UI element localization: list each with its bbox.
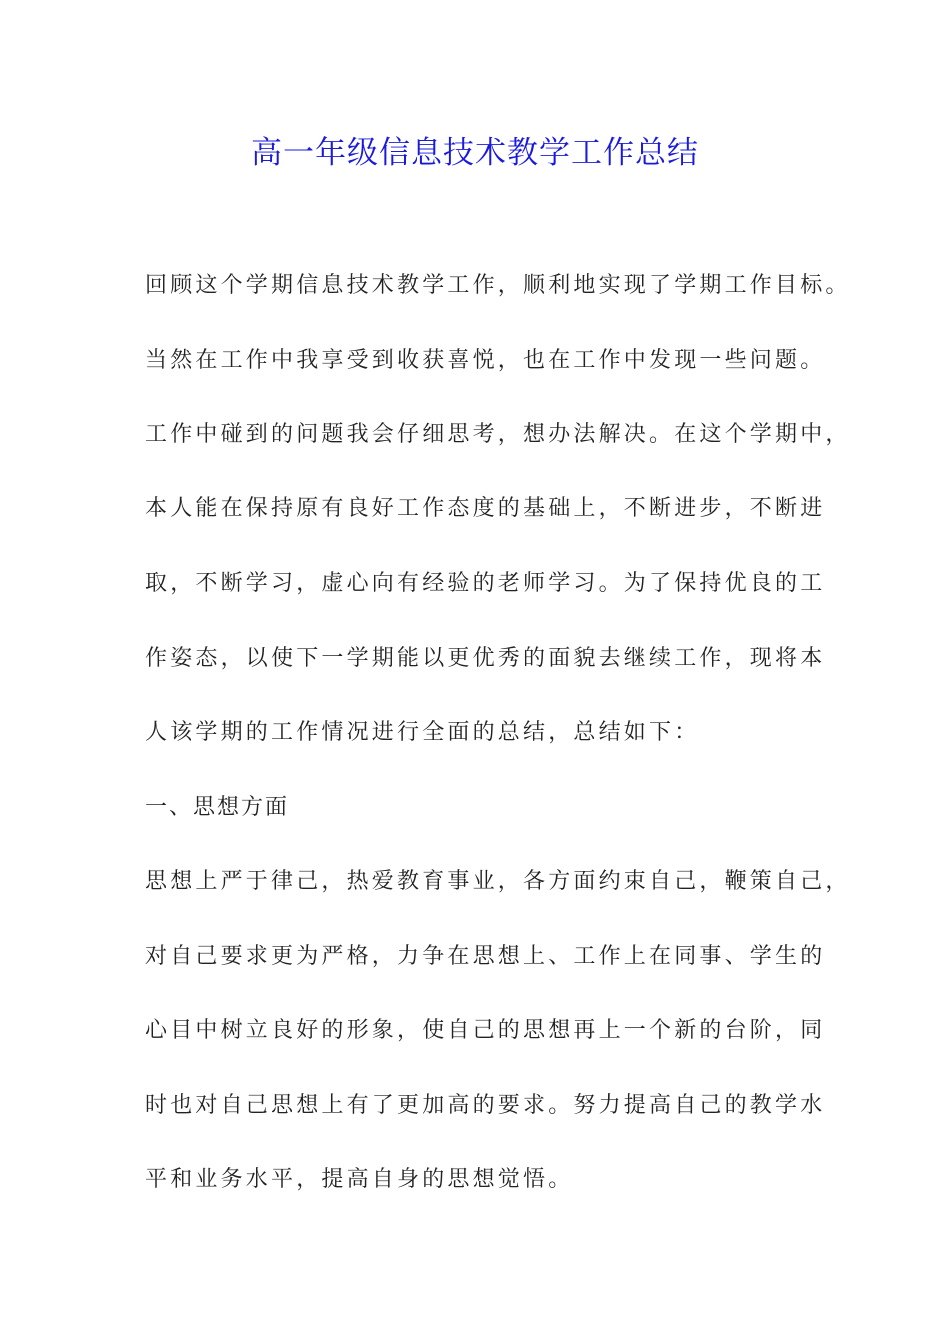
paragraph-line: 人该学期的工作情况进行全面的总结，总结如下： (145, 720, 700, 745)
paragraph-line: 思想上严于律己，热爱教育事业，各方面约束自己，鞭策自己， (145, 869, 851, 894)
paragraph-line: 作姿态，以使下一学期能以更优秀的面貌去继续工作，现将本 (145, 646, 826, 671)
paragraph-line: 当然在工作中我享受到收获喜悦，也在工作中发现一些问题。 (145, 348, 826, 373)
paragraph-line: 取，不断学习，虚心向有经验的老师学习。为了保持优良的工 (145, 571, 826, 596)
paragraph-line: 时也对自己思想上有了更加高的要求。努力提高自己的教学水 (145, 1093, 826, 1118)
paragraph-line: 回顾这个学期信息技术教学工作，顺利地实现了学期工作目标。 (145, 273, 851, 298)
section-heading: 一、思想方面 (145, 795, 290, 820)
paragraph-line: 工作中碰到的问题我会仔细思考，想办法解决。在这个学期中， (145, 422, 851, 447)
paragraph-line: 本人能在保持原有良好工作态度的基础上，不断进步，不断进 (145, 496, 826, 521)
document-title: 高一年级信息技术教学工作总结 (251, 135, 699, 171)
paragraph-line: 平和业务水平，提高自身的思想觉悟。 (145, 1167, 574, 1192)
paragraph-line: 心目中树立良好的形象，使自己的思想再上一个新的台阶，同 (145, 1018, 826, 1043)
paragraph-line: 对自己要求更为严格，力争在思想上、工作上在同事、学生的 (145, 944, 826, 969)
